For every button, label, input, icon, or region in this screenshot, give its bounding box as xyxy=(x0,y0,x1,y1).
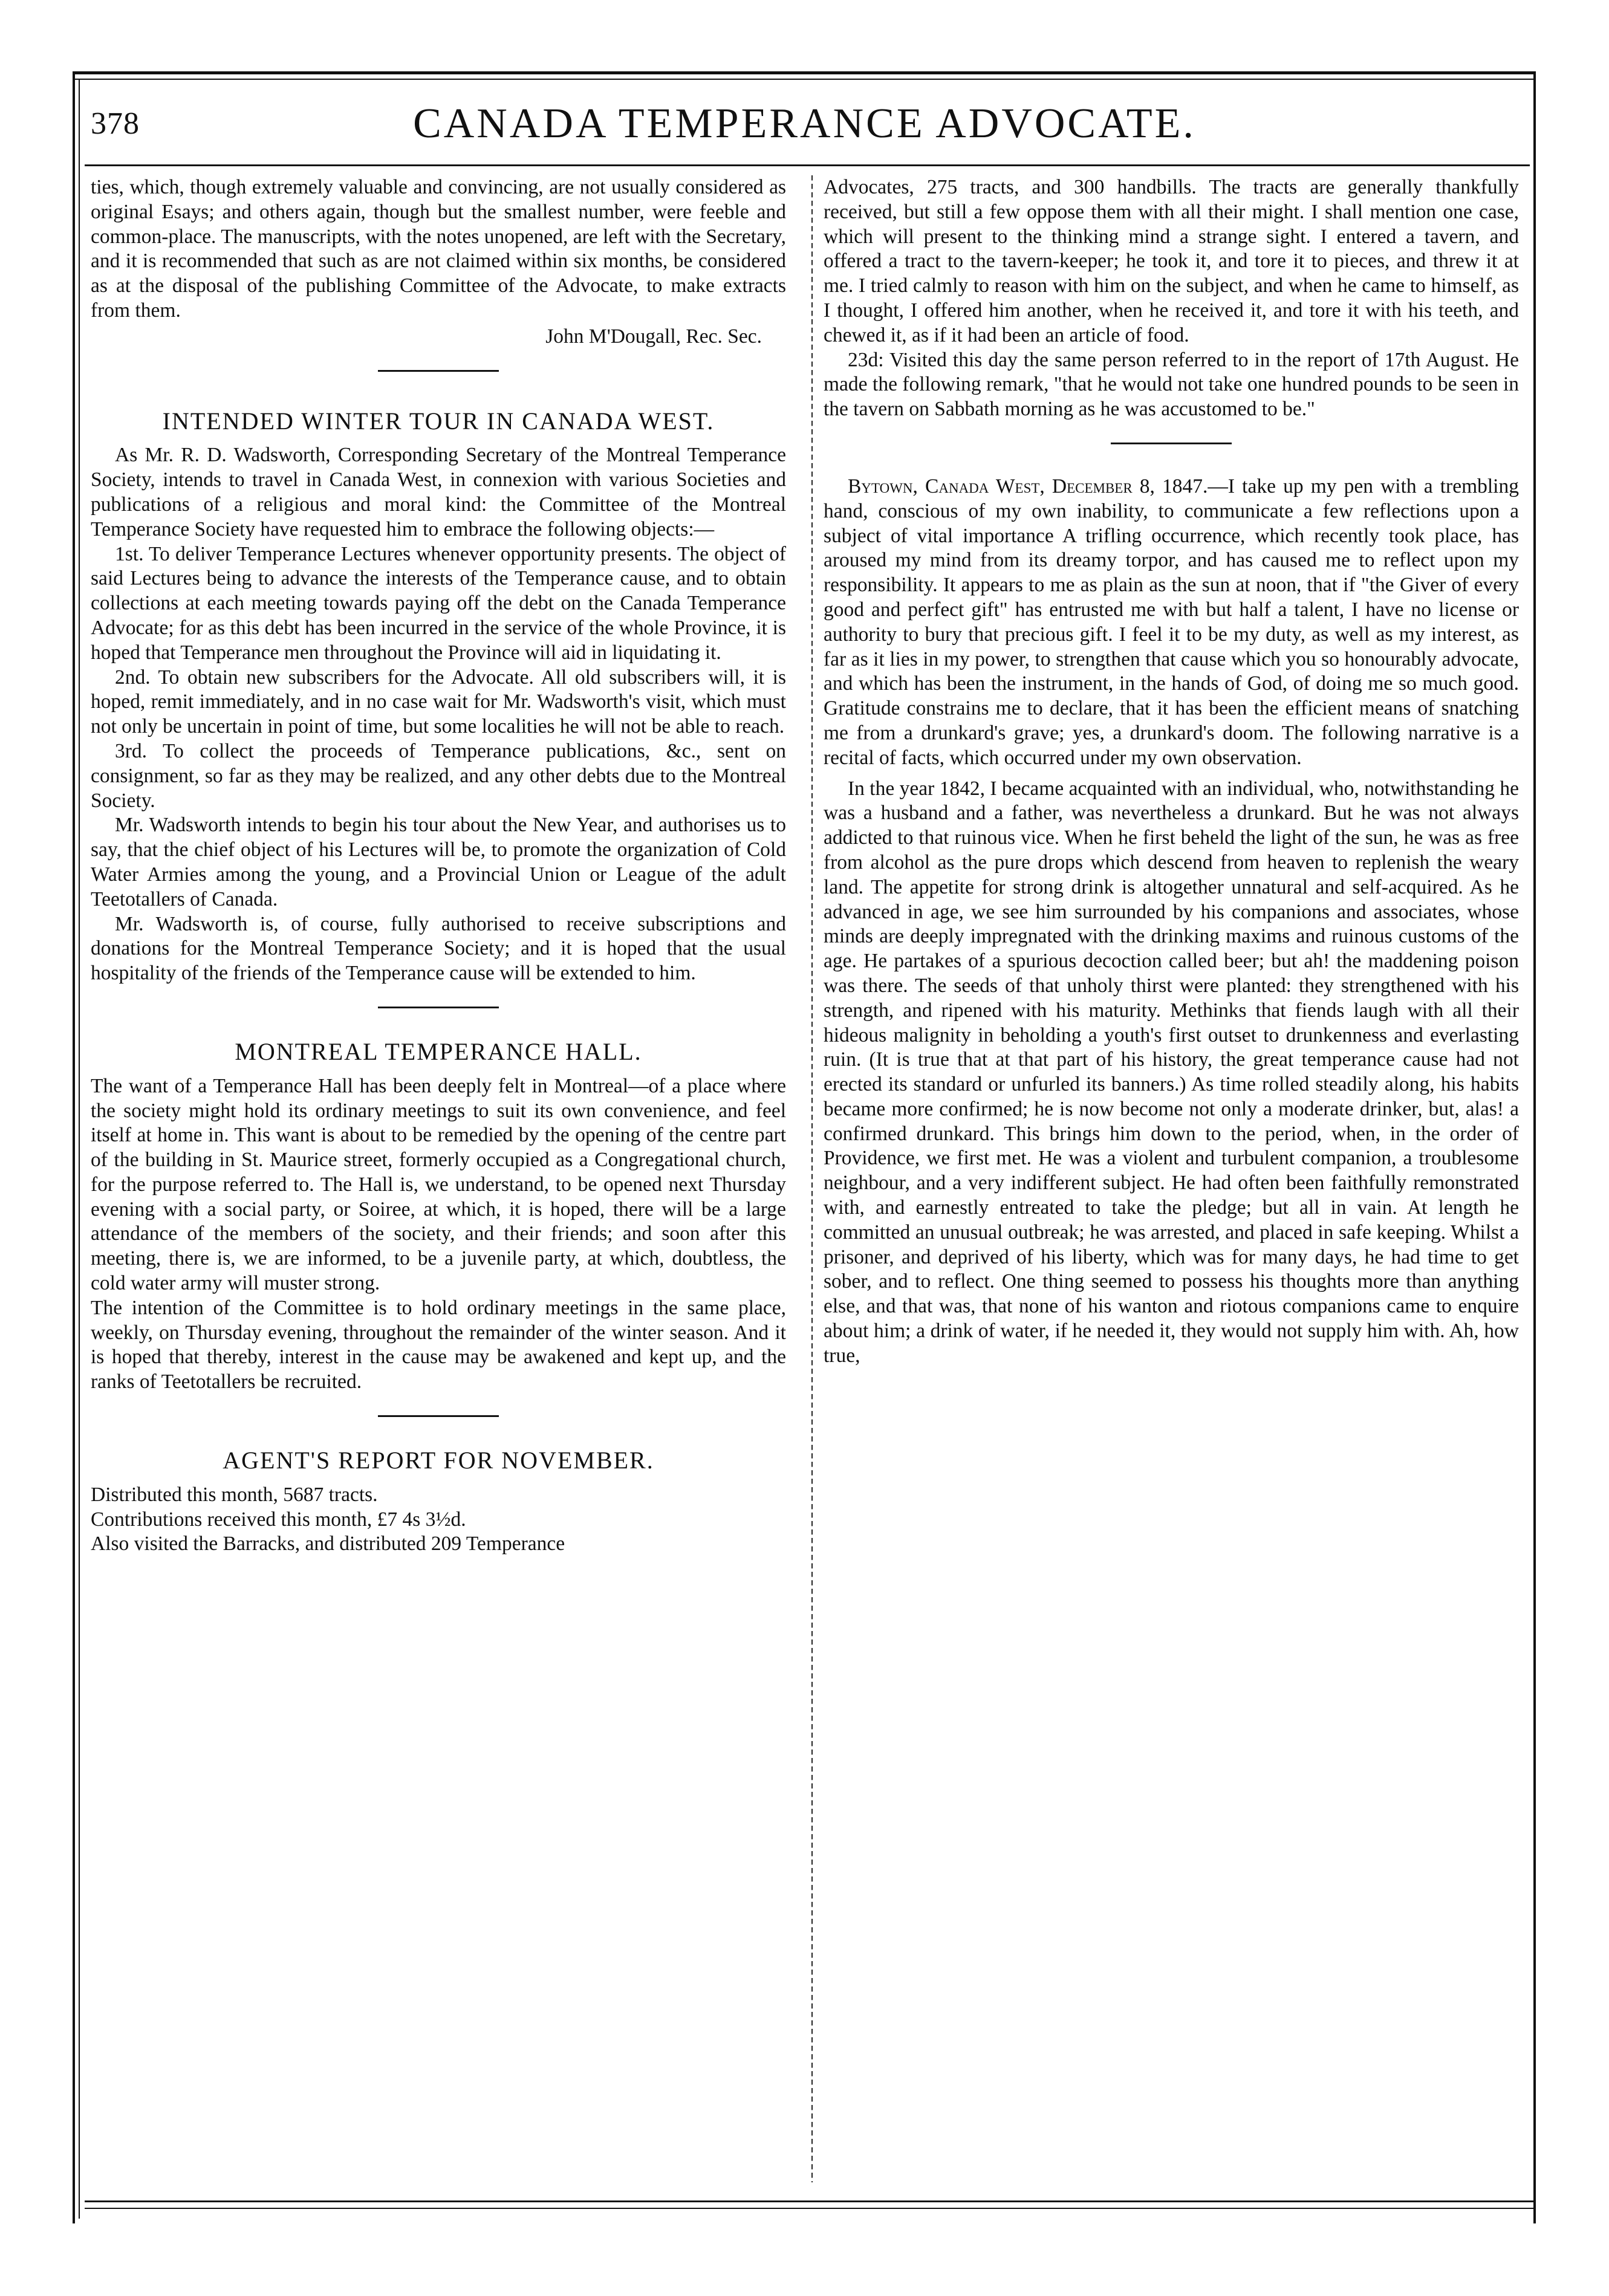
winter-tour-paragraph: 3rd. To collect the proceeds of Temperance publications, &c., sent on consignment, so far as they may be realized, and any other debts due to the Montreal Society. xyxy=(91,739,786,812)
right-column xyxy=(824,175,1519,1369)
section-divider xyxy=(378,1415,499,1417)
bytown-letter-opening xyxy=(824,475,1519,771)
left-border-inner xyxy=(79,79,80,2219)
agent-report-line: Distributed this month, 5687 tracts. xyxy=(91,1483,378,1506)
page-title: CANADA TEMPERANCE ADVOCATE. xyxy=(413,100,1196,147)
winter-tour-paragraph: 1st. To deliver Temperance Lectures whenever opportunity presents. The object of said Lectures being to advance the interests of the Temperance cause, and to obtain collections at each meeting towards paying off the debt on the Canada Temperance Advocate; for as this debt has been incurred in the service of the whole Province, it is hoped that Temperance men throughout the Province will aid in liquidating it. xyxy=(91,542,786,664)
signature: John M'Dougall, Rec. Sec. xyxy=(545,325,762,348)
section-divider xyxy=(378,1007,499,1008)
hall-paragraph: The intention of the Committee is to hold ordinary meetings in the same place, weekly, on Thursday evening, throughout the remainder of the winter season. And it is hoped that thereby, interest in the cause may be awakened and kept up, and the ranks of Teetotallers be recruited. xyxy=(91,1296,786,1393)
right-border xyxy=(1533,71,1536,2223)
top-border-thin xyxy=(73,79,1536,80)
bytown-letter-paragraph: In the year 1842, I became acquainted with an individual, who, notwithstanding he was a husband and a father, was nevertheless a drunkard. But he was not always addicted to that ruinous vice. When he first beheld the light of the sun, he was as free from alcohol as the pure drops which descend from heaven to replenish the weary land. The appetite for strong drink is altogether unnatural and self-acquired. As he advanced in age, we see him surrounded by his companions and associates, whose minds are deeply impregnated with the drinking maxims and ruinous customs of the age. He partakes of a spurious decoction called beer; but ah! the maddening poison was there. The seeds of that unholy thirst were planted: they strengthened with his strength, and ripened with his maturity. Methinks that fiends laugh with all their hideous malignity in beholding a youth's first outset to drunkenness and everlasting ruin. (It is true that at that part of his history, the great temperance cause had not erected its standard or unfurled its banners.) As time rolled steadily along, his habits became more confirmed; he is now become not only a moderate drinker, but, alas! a confirmed drunkard. This brings him down to the period, when, in the order of Providence, we first met. He was a violent and turbulent companion, a troublesome neighbour, and a very indifferent subject. He had often been faithfully remonstrated with, and earnestly entreated to take the pledge; but all in vain. At length he committed an unusual outbreak; he was arrested, and placed in safe keeping. Whilst a prisoner, and deprived of his liberty, which was for many days, he had time to get sober, and to reflect. One thing seemed to possess his thoughts more than anything else, and that was, that none of his wanton and riotous companions came to enquire about him; a drink of water, if he needed it, they would not supply him with. Ah, how true, xyxy=(824,777,1519,1367)
report-paragraph: 23d: Visited this day the same person referred to in the report of 17th August. He made the following remark, "that he would not take one hundred pounds to be seen in the tavern on Sabbath morning as he was accustomed to be." xyxy=(824,348,1519,421)
intro-paragraph: ties, which, though extremely valuable and convincing, are not usually considered as original Esays; and others again, though but the smallest number, were feeble and common-place. The manuscripts, with the notes unopened, are left with the Secretary, and it is recommended that such as are not claimed within six months, be considered as at the disposal of the publishing Committee of the Advocate, to make extracts from them. xyxy=(91,176,786,322)
bottom-border-thin xyxy=(85,2208,1536,2209)
header-rule xyxy=(85,164,1530,166)
bytown-dateline: Bytown, Canada West, December 8, 1847. xyxy=(848,475,1208,498)
top-border-thick xyxy=(73,71,1536,74)
bottom-border xyxy=(85,2200,1536,2202)
left-column xyxy=(91,175,786,1557)
winter-tour-paragraph: 2nd. To obtain new subscribers for the Advocate. All old subscribers will, it is hoped, remit immediately, and in no case wait for Mr. Wadsworth's visit, which must not only be uncertain in point of time, but some localities he will not be able to reach. xyxy=(91,666,786,738)
heading-agent-report: AGENT'S REPORT FOR NOVEMBER. xyxy=(223,1447,654,1474)
column-divider xyxy=(811,175,813,2182)
agent-report-line: Contributions received this month, £7 4s 3½d. xyxy=(91,1508,466,1531)
bytown-letter-text: —I take up my pen with a trembling hand, conscious of my own inability, to communicate a few reflections upon a subject of vital importance A trifling occurrence, which recently took place, has aroused my mind from its dreamy torpor, and has caused me to reflect upon my responsibility. It appears to me as plain as the sun at noon, that if "the Giver of every good and perfect gift" has entrusted me with but half a talent, I have no license or authority to bury that precious gift. I feel it to be my duty, as well as my interest, as far as it lies in my power, to strengthen that cause which you so honourably advocate, and which has been the instrument, in the hands of God, of doing me so much good. Gratitude constrains me to declare, that it has been the efficient means of snatching me from a drunkard's grave; yes, a drunkard's doom. The following narrative is a recital of facts, which occurred under my own observation. xyxy=(824,475,1519,769)
hall-paragraph: The want of a Temperance Hall has been deeply felt in Montreal—of a place where the society might hold its ordinary meetings to suit its own convenience, and feel itself at home in. This want is about to be remedied by the opening of the centre part of the building in St. Maurice street, formerly occupied as a Congregational church, for the purpose referred to. The Hall is, we understand, to be opened next Thursday evening with a social party, or Soiree, at which, it is hoped, there will be a large attendance of the members of the society, and their friends; and soon after this meeting, there is, we are informed, to be a juvenile party, at which, doubtless, the cold water army will muster strong. xyxy=(91,1074,786,1295)
report-continuation: Advocates, 275 tracts, and 300 handbills. The tracts are generally thankfully received, but still a few oppose them with all their might. I shall mention one case, which will present to the thinking mind a strange sight. I entered a tavern, and offered a tract to the tavern-keeper; he took it, and tore it to pieces, and threw it at me. I tried calmly to reason with him on the subject, and when he came to himself, as I thought, I offered him another, when he received it, and tore it with his teeth, and chewed it, as if it had been an article of food. xyxy=(824,176,1519,346)
page-number: 378 xyxy=(91,106,140,141)
winter-tour-paragraph: Mr. Wadsworth is, of course, fully authorised to receive subscriptions and donations for the Montreal Temperance Society; and it is hoped that the usual hospitality of the friends of the Temperance cause will be extended to him. xyxy=(91,912,786,985)
section-divider xyxy=(378,370,499,372)
agent-report-line: Also visited the Barracks, and distributed 209 Temperance xyxy=(91,1532,565,1555)
left-border xyxy=(73,71,75,2223)
winter-tour-paragraph: As Mr. R. D. Wadsworth, Corresponding Secretary of the Montreal Temperance Society, intends to travel in Canada West, in connexion with various Societies and publications of a religious and moral kind: the Committee of the Montreal Temperance Society have requested him to embrace the following objects:— xyxy=(91,444,786,540)
heading-temperance-hall: MONTREAL TEMPERANCE HALL. xyxy=(235,1037,642,1065)
winter-tour-paragraph: Mr. Wadsworth intends to begin his tour about the New Year, and authorises us to say, that the chief object of his Lectures will be, to promote the organization of Cold Water Armies among the young, and a Provincial Union or League of the adult Teetotallers of Canada. xyxy=(91,814,786,910)
heading-winter-tour: INTENDED WINTER TOUR IN CANADA WEST. xyxy=(162,407,715,435)
